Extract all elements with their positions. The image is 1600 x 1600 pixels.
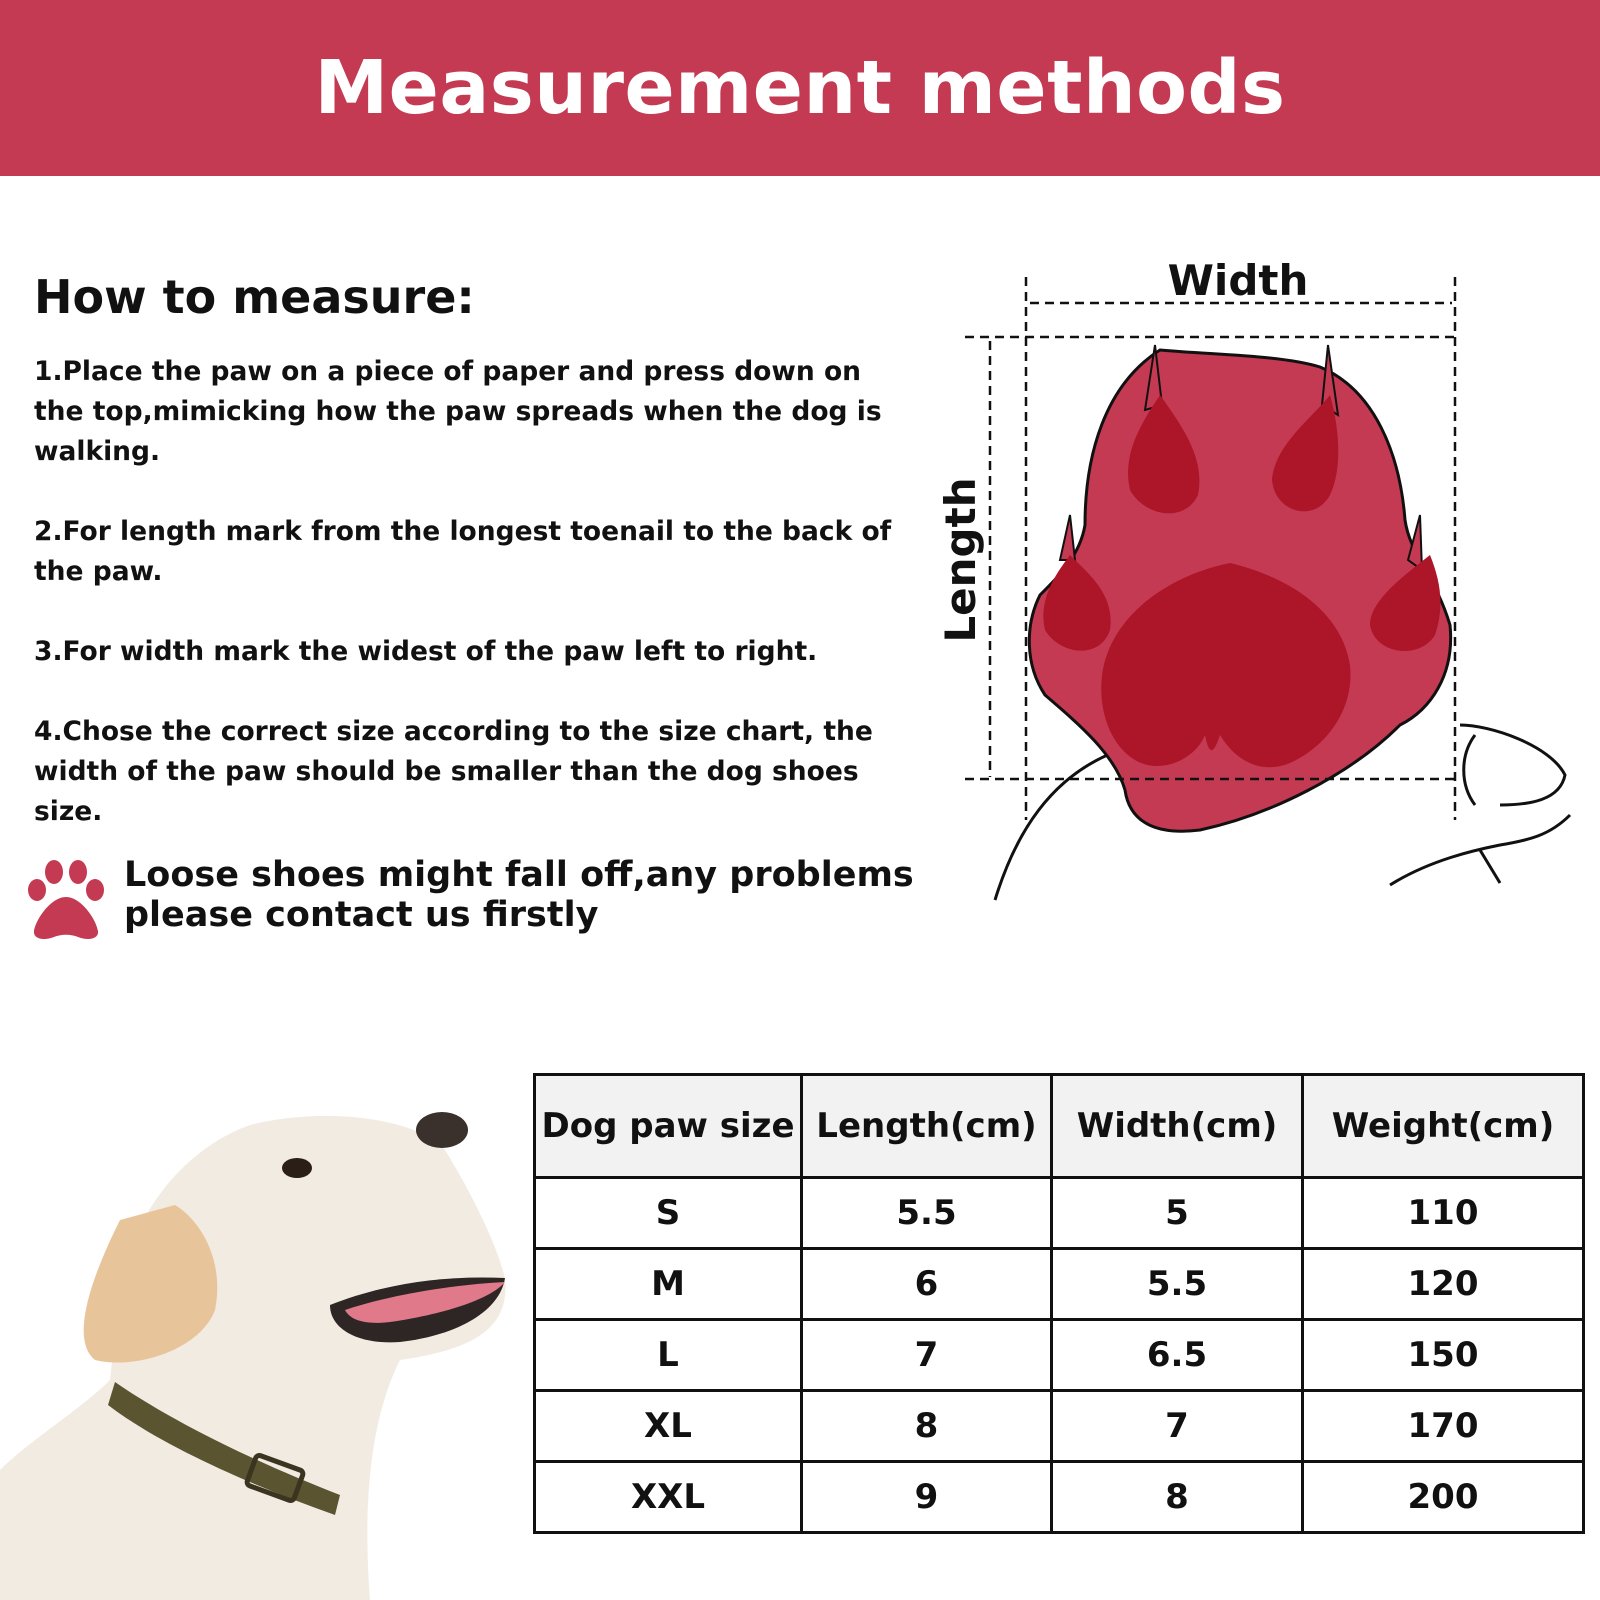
cell-size: XXL [535,1462,802,1533]
size-chart-table [533,1073,1585,1534]
step-3: 3.For width mark the widest of the paw left to right. [34,636,818,667]
cell-weight: 150 [1303,1320,1584,1391]
paw-icon [26,857,106,941]
cell-length: 9 [802,1462,1052,1533]
cell-length: 6 [802,1249,1052,1320]
cell-length: 8 [802,1391,1052,1462]
dog-nose [416,1112,468,1148]
table-row [535,1391,1584,1462]
table-row [535,1178,1584,1249]
cell-size: XL [535,1391,802,1462]
cell-width: 8 [1052,1462,1303,1533]
dog-eye [282,1158,312,1178]
claw [1060,515,1075,560]
length-label: Length [936,477,985,643]
cell-weight: 200 [1303,1462,1584,1533]
cell-weight: 170 [1303,1391,1584,1462]
how-to-heading: How to measure: [34,270,475,324]
cell-width: 6.5 [1052,1320,1303,1391]
cell-weight: 110 [1303,1178,1584,1249]
dog-photo [0,1110,520,1600]
step-2: 2.For length mark from the longest toenail to the back of the paw. [34,516,892,587]
table-row [535,1462,1584,1533]
table-header-row [535,1075,1584,1178]
step-1: 1.Place the paw on a piece of paper and press down on the top,mimicking how the paw spreads when the dog is walking. [34,356,882,467]
instruction-steps [34,352,914,872]
table-row [535,1320,1584,1391]
cell-width: 5 [1052,1178,1303,1249]
header-weight: Weight(cm) [1303,1075,1584,1178]
header-size: Dog paw size [535,1075,802,1178]
dog-body [0,1116,505,1600]
cell-length: 7 [802,1320,1052,1391]
cell-size: L [535,1320,802,1391]
cell-width: 7 [1052,1391,1303,1462]
cell-size: S [535,1178,802,1249]
cell-size: M [535,1249,802,1320]
cell-length: 5.5 [802,1178,1052,1249]
table-row [535,1249,1584,1320]
header-width: Width(cm) [1052,1075,1303,1178]
width-label: Width [1167,256,1309,305]
step-4: 4.Chose the correct size according to the size chart, the width of the paw should be smaller than the dog shoes size. [34,716,873,827]
header-length: Length(cm) [802,1075,1052,1178]
cell-width: 5.5 [1052,1249,1303,1320]
warning-text: Loose shoes might fall off,any problems please contact us firstly [124,855,914,935]
paw-measurement-diagram [930,255,1600,915]
cell-weight: 120 [1303,1249,1584,1320]
page-title: Measurement methods [314,45,1286,131]
title-banner [0,0,1600,176]
